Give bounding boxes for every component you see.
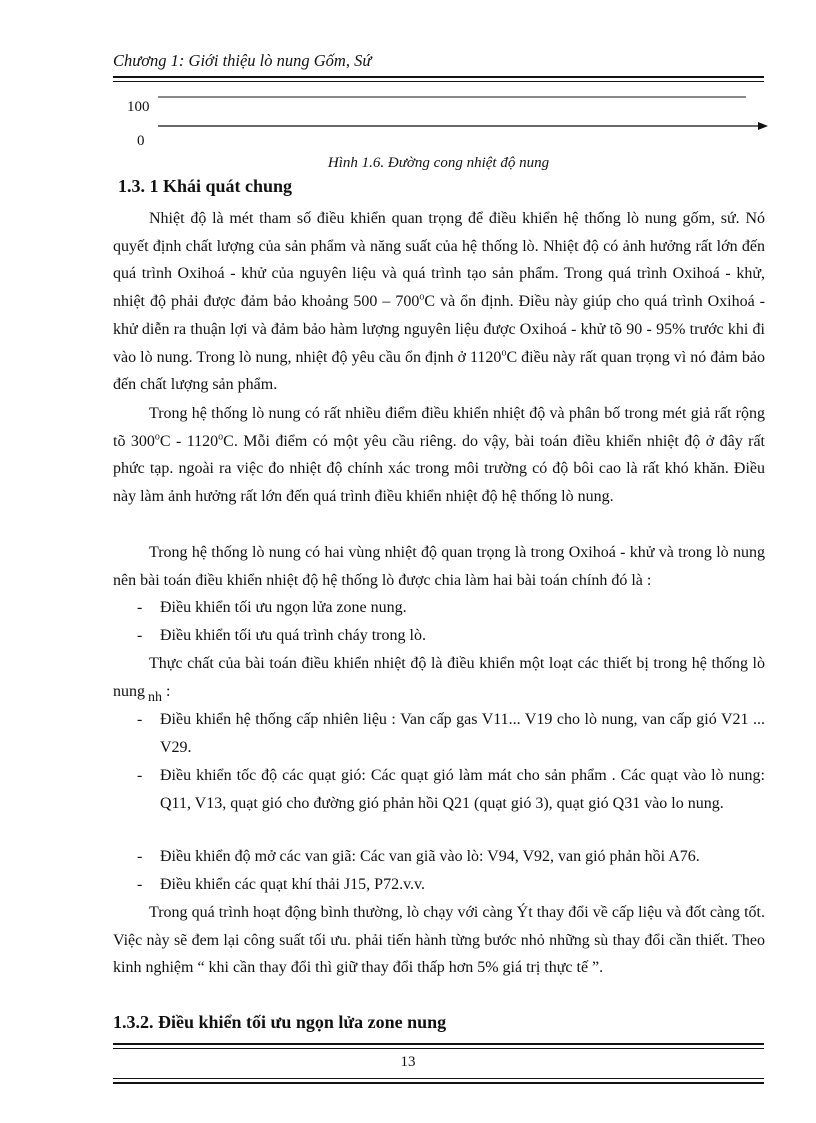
temperature-curve-figure	[150, 88, 770, 138]
footer-rule	[113, 1043, 764, 1045]
page-number: 13	[400, 1054, 416, 1070]
footer-rule-bottom-thick	[113, 1082, 764, 1084]
paragraph-4: Thực chất của bài toán điều khiển nhiệt độ là điều khiển một loạt các thiết bị trong hệ thống lò nung nh :	[113, 655, 765, 705]
list-item: - Điều khiển tối ưu ngọn lửa zone nung.	[137, 599, 407, 616]
list-item: - Điều khiển độ mở các van giã: Các van giã vào lò: V94, V92, van gió phản hồi A76.	[137, 848, 700, 865]
chapter-header: Chương 1: Giới thiệu lò nung Gốm, Sứ	[113, 51, 372, 70]
list-item: - Điều khiển tối ưu quá trình cháy trong lò.	[137, 627, 426, 644]
list-item: - Điều khiển các quạt khí thải J15, P72.v.v.	[137, 876, 425, 893]
paragraph-5: Trong quá trình hoạt động bình thường, lò chạy với càng Ýt thay đổi về cấp liệu và đốt càng tốt. Việc này sẽ đem lại công suất tối ưu. phải tiến hành từng bước nhỏ những sù thay đổi cần thiết. Theo kinh nghiệm “ khi cần thay đổi thì giữ thay đổi thấp hơn 5% giá trị thực tế ”.	[113, 904, 765, 977]
footer-rule-bottom	[113, 1078, 764, 1079]
list-item: - Điều khiển hệ thống cấp nhiên liệu : Van cấp gas V11... V19 cho lò nung, van cấp gió V21 ... V29.	[137, 711, 765, 756]
figure-caption: Hình 1.6. Đường cong nhiệt độ nung	[327, 155, 550, 171]
y-label-100: 100	[127, 99, 150, 115]
section-heading-1-3-1: 1.3. 1 Khái quát chung	[118, 176, 293, 196]
paragraph-2: Trong hệ thống lò nung có rất nhiều điểm điều khiển nhiệt độ và phân bố trong mét giả rất rộng tõ 300$^o$C - 1120$^o$C. Mỗi điểm có một yêu cầu riêng. do vậy, bài toán điều khiển nhiệt độ ở đây rất phức tạp. ngoài ra việc đo nhiệt độ chính xác trong môi trường có độ bôi cao là rất khó khăn. Điều này làm ảnh hưởng rất lớn đến quá trình điều khiển nhiệt độ hệ thống lò nung.	[113, 405, 766, 506]
header-rule-thin	[113, 81, 764, 82]
footer-rule-thin	[113, 1048, 764, 1049]
paragraph-1: Nhiệt độ là mét tham số điều khiển quan trọng để điều khiển hệ thống lò nung gốm, sứ. Nó quyết định chất lượng của sản phẩm và năng suất của hệ thống lò. Nhiệt độ có ảnh hưởng rất lớn đến quá trình Oxihoá - khử của nguyên liệu và quá trình tạo sản phẩm. Trong quá trình Oxihoá - khử, nhiệt độ phải được đảm bảo khoảng 500 – 700$^o$C và ổn định. Điều này giúp cho quá trình Oxihoá - khử diễn ra thuận lợi và đảm bảo hàm lượng nguyên liệu được Oxihoá - khử tõ 90 - 95% trước khi đi vào lò nung. Trong lò nung, nhiệt độ yêu cầu ổn định ở 1120$^o$C điều này rất quan trọng vì nó đảm bảo đến chất lượng sản phẩm.	[113, 210, 766, 394]
list-item: - Điều khiển tốc độ các quạt gió: Các quạt gió làm mát cho sản phẩm . Các quạt vào lò nung: Q11, V13, quạt gió cho đường gió phản hồi Q21 (quạt gió 3), quạt gió Q31 vào lo nung.	[137, 767, 765, 812]
arrow-head-icon	[758, 122, 768, 130]
section-heading-1-3-2: 1.3.2. Điều khiển tối ưu ngọn lửa zone nung	[113, 1012, 447, 1032]
paragraph-3: Trong hệ thống lò nung có hai vùng nhiệt độ quan trọng là trong Oxihoá - khử và trong lò nung nên bài toán điều khiển nhiệt độ hệ thống lò được chia làm hai bài toán chính đó là :	[113, 544, 765, 589]
header-rule	[113, 76, 764, 78]
y-label-0: 0	[137, 133, 145, 149]
